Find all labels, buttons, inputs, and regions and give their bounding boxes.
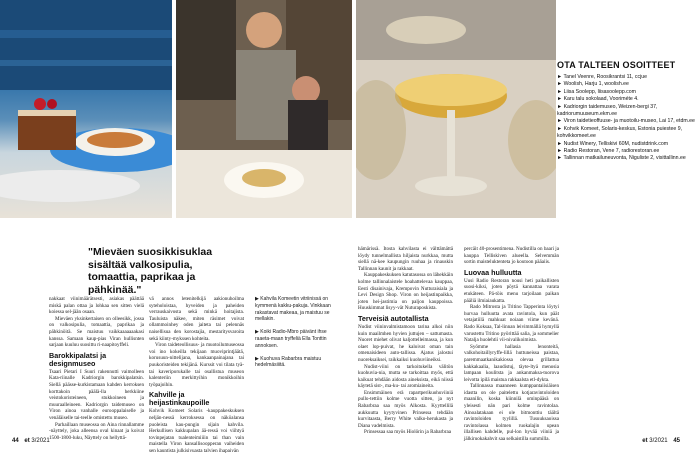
sidebar-item: ► Kadriorgin taidemuseo, Weizen-bergi 37, kadriorumuuseum.ekm.ee: [557, 103, 658, 118]
sidebar-item: ► Karu talu sokolaad, Vooriméte 4.: [557, 96, 639, 103]
paragraph: hämärissä. Itosta kahvilasta ei välttämättä löydy tunnelmallista hiljaista nurkkaa, mutta siellä nä-kee kaupungin ruuhaa ja rinauskin Tallinnan kaunit ja rakkaat.: [358, 246, 453, 272]
section-heading: Terveisiä autotallista: [358, 313, 429, 323]
paragraph: Kohvik Komeet Solaris -kauppakeskuksen neljän-nessä kerroksessa on näköalansa puoleista kau-pungin sijain kahvila. Herkullisen kakkupalan ää-ressä voi viihtyä tovinpejatan tualenteimiiiin tai than vain maistella Viron kansallisoopperan vaiheiden sen kauntista julkisivuasta talvien ihapaivän: [149, 408, 244, 454]
article-column-5: [464, 246, 559, 443]
sidebar-item: ► Viron taidetieoffuuse- ja muotoilu-museo, Lai 17, etdm.ee: [557, 118, 695, 125]
sidebar-item: ► Radio Restoran, Vene 7, radiorestoran.ee: [557, 148, 660, 155]
article-column-2: [149, 296, 244, 454]
section-heading: Luovaa hulluutta: [464, 267, 522, 277]
paragraph: Parhaillaan museossa on Aina rinnallamme -näyttely, joka alleensa oval kinaat ja koivat 1500-1800-luku, Näyttely on hellyttä-: [49, 421, 144, 441]
magazine-name-right: et: [642, 438, 648, 444]
page-number-left: 44: [12, 438, 19, 444]
footer-left: [12, 438, 50, 444]
chef-cooking-illustration: [176, 0, 352, 218]
pull-quote: "Mieväen suosikkisuklaa sisältää valkosipulia, tomaattia, paprikaa ja pähkinää.": [88, 246, 213, 296]
paragraph: Nudist viininvalmistamoon tarina alkoi niin kuin maailmhen hyvien juttujen – sattumasta. Nuoret miehet olivat kaljottelleimassa, ja kun olaet lop-puivat, he kaloivat oman tain omenaisideen auto-tallissa. Ajatus jalostui nuoreksaiksei, raikkaiksi kuohuviineiksi.: [358, 323, 453, 363]
cocktail-photo: [356, 0, 556, 218]
sidebar-item: ► Tanel Veenre, Roosikrantsi 11, ccjue: [557, 74, 648, 80]
page-number-right: 45: [673, 438, 680, 444]
paragraph: percäit 40-prosentimena. Nudistilla on baari ja kauppa Telliskiven alueella. Selvemmän sortin maisteluktenteta jo koutoon pääaiis.: [464, 246, 559, 266]
footer-right: [642, 438, 684, 444]
paragraph: Viron taideteollisuus- ja muotoilumuseossa voi ino kokeilla tekijaan muoviprintjäätä, korusuun-nittelijana, kankaanpainajana tai puukoristeiden tekijänä. Kurssit voi tilata tyä- tai kaveriporukalle tai osallistua museon kalenteriin merkittyihin monikkoihin työpajoihin.: [149, 342, 244, 388]
cocktail-illustration: [356, 0, 556, 218]
paragraph: Prinsessaa saa myös Hiolörin ja Rabarbraa: [364, 429, 451, 436]
paragraph: Nudist-viini on tarkoitukella välitön kuohuvia-nia, mutta se tarkoittaa myös, että kaikuat tehdään aidosta aineksista, eikä niissä käytetä sist-, ma-ku- tai aromiaineita.: [358, 363, 453, 390]
article-column-1: [49, 296, 144, 441]
paragraph: Ensimmäinen erä rapartperikuohuviiniä pullo-tettiin kolme vuotta sitten, ja nyt Rabarbraa saa myös Alkosta. Kyyttellilä aukkuutta kyytyvinen Prinsessa tehdään kurvitaasta, Berry White valko-herukasta ja Diana vadelmista.: [358, 389, 453, 429]
sidebar-title: OTA TALTEEN OSOITTEET: [557, 60, 676, 70]
photo-captions-column: [255, 296, 335, 375]
sidebar-item: ► Woolish, Harju 1, woolish.ee: [557, 81, 629, 88]
issue-right: 3/2021: [649, 438, 668, 444]
paragraph: nakkaat viinimäärätsesti, asiakas päättää miskä palan ottaa ja lohkaa sen sitten vielä koiessa sel-jään osaan.: [49, 296, 144, 316]
sidebar-item: ► Tallinnan matkailuneuvonta, Niguliste 2, visittallinn.ee: [557, 155, 686, 162]
magazine-name-left: et: [24, 438, 30, 444]
paragraph: Syömme hallasia lenonteitä, valkohoitaillyryffe-lillä huttuneissa paistaa, paremmaatkanikakiossa olevaa grillattua kakkakaalia, laaudistuj, täyte-ltyä menosia lampaan koulitsta ja ankanmaksa-tuorova leivotta ipilä maistua rakkaalsta etl-dykta.: [464, 343, 559, 383]
paragraph: Rado Mitrosta ja Tritino Tapperinta löytyi hurvaa hulluutta avata ravintola, kun päät vetajatiilä mahkuat noiaan viime kevänä. Rado Koksaa, Tal-linnan leivimmällä hymyllä varustettu Tritino pyörittää salia, ja sommelier Natalja huolehtii vii-nivalikoimista.: [464, 304, 559, 344]
chef-cooking-photo: [176, 0, 352, 218]
sidebar-item: ► Kohvik Komeet, Solaris-keskus, Estonia puiestee 9, kohvikkomeet.ee: [557, 125, 683, 140]
section-heading: Kahville ja heijastinkaupoille: [149, 390, 210, 408]
addresses-sidebar: [557, 60, 695, 220]
pastry-coffee-illustration: [0, 0, 172, 218]
paragraph: Uusi Radio Restoran nousi heti paikallisten suosi-kiksi, joten pöytä kannattaa varata etukäteen. Pä-töis menu tarjoilaan paikan pääliä ilmiaiaukatta.: [464, 277, 559, 304]
pastry-coffee-photo: [0, 0, 172, 218]
photo-caption: ▶ Kuohuva Rabarbra maistuu hedelmäsiiitä.: [255, 355, 322, 369]
photo-caption: ▶ Kahvila Komeetin vitriinissä on kymmenä kakku-pakuja. Vinkkaan rakastavat makeaa, ja maistuu se mellakin.: [255, 296, 331, 323]
section-heading: Barokkipalatsi ja designmuseo: [49, 350, 107, 368]
photo-caption: ▶ Koiki Radio-Mbro päivänt ihse raaeta-maan tryffeliä Ella Tonttin annoksen.: [255, 329, 327, 349]
paragraph: Kauppakeskuksen katutasossa on lähekkäin kolme tallinnalaistele hoahattelevaa kauppaa, Eesti disainivaja, Krempovin Nutturaisiala ja Levi Design Shop. Viron on heijastinpaikka, joten hei-jastimia on paljon kauppoissa. Huuskimmat lisyy-vät Nuturaposkista.: [358, 272, 453, 312]
paragraph: Tsaari Pietari I Suuri rakennutti vaimolleen Kata-riinalle Kadriorgin barokkipalatsin. Siellä päässe-kurkistamaan kahden kerroksen korttakoin päälä-lla herkkiine veistokoristeineen, stukkoineen ja muuraalleineen. Kadriorgin taidemuseo on Viron ainoa vanhalle eurooppalaiselle ja venäläiselle tai-teelle omistettu museo.: [49, 368, 144, 421]
paragraph: vä annos letenitelkijä aakionuhoilma syteholoistaa, hyveiden ja paheiden verrauskaivosta sekä minkä hoitajista. Tauluista näkee, miten räsimet voivat ollammoinhey oden jaiteta tai pelennäs naisellisua den korostajia, mestaritysvaroita sekä kiinty-mykssen kohteita.: [149, 296, 244, 342]
issue-left: 3/2021: [31, 438, 50, 444]
paragraph: Tallinnassa maanneen kumppantaiisiäisen idastta on ole paitelettu kotjaravintoloiden maanilin, koska kiinnilä ominpääsä on yleisesti nän pari kolme ravintolaa. Ainoalatakaan ei ole bitmonttiu täältä ravintoloiden tyylillä. Tusuuksaoissa ravintolassa kolmen ruokalajin upean illallisen kahdelle, pul-lon hyvää viiniä ja jälkiruokakahvit saa selkaistilla summilla.: [464, 383, 559, 443]
sidebar-item: ► Liisa Soolepp, liisasoolepp.com: [557, 88, 636, 95]
sidebar-item: ► Nudist Winery, Telliskivi 60M, nudistdrink.com: [557, 140, 669, 147]
paragraph: Mieväen yksinkertaisen on olleesikk, jossa on valkosipulia, tomaattia, paprikaa ja pähkinöitä. Se maistuu vaikkaaaaaaakasi kanssa. Samaan kaup-pias Viran hullisnten sarjaan kuuluu suosittu ri-naapitoyffeli.: [49, 315, 144, 349]
article-column-4: [358, 246, 453, 436]
